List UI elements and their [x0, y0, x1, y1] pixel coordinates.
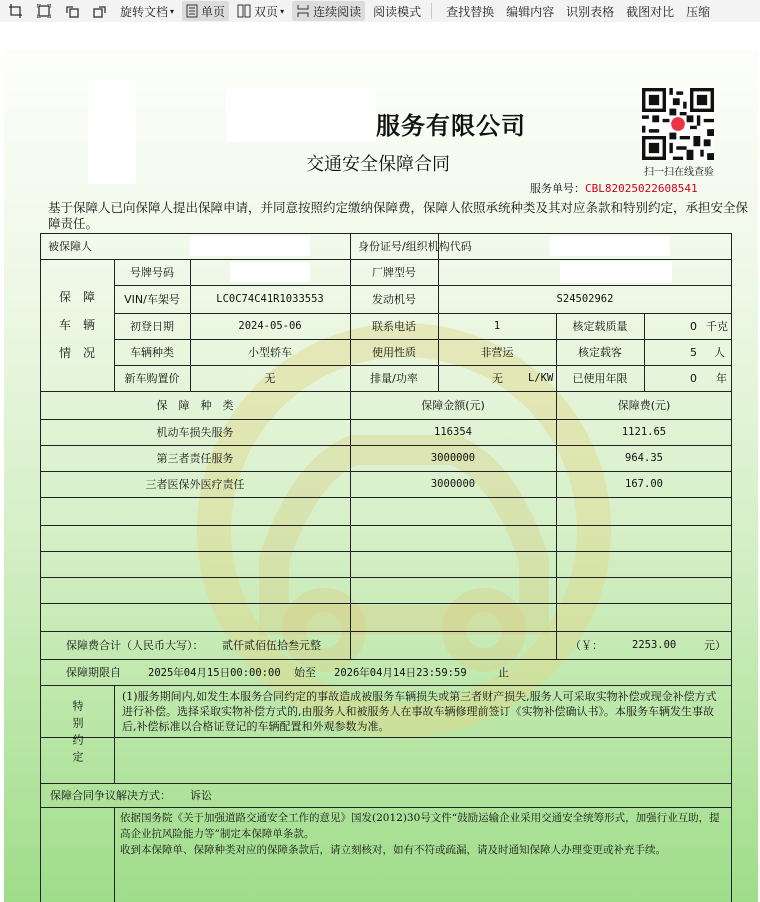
double-page-icon — [237, 4, 251, 18]
order-number — [530, 180, 698, 196]
edit-content-button[interactable] — [502, 1, 558, 21]
vin-label: VIN/车架号 — [124, 293, 180, 306]
rotate-left-icon[interactable] — [60, 0, 84, 22]
redacted-brand-model — [560, 261, 672, 283]
notice-line-2: 高企业抗风险能力等”制定本保障单条款。 — [120, 828, 315, 840]
vehicle-type-value: 小型轿车 — [248, 346, 292, 359]
company-name: 服务有限公司 — [376, 112, 526, 140]
coverage-fee-header: 保障费(元) — [617, 399, 671, 412]
redacted-logo — [88, 80, 136, 184]
total-prefix: （￥： — [570, 639, 603, 652]
coverage-row-1-name: 机动车损失服务 — [156, 426, 234, 439]
period-end: 2026年04月14日23:59:59 — [334, 666, 467, 679]
period-stop: 止 — [498, 666, 509, 679]
vehicle-type-label: 车辆种类 — [130, 346, 174, 359]
usage-label: 使用性质 — [372, 346, 416, 359]
period-label: 保障期限自 — [66, 666, 121, 679]
seats-unit: 人 — [714, 346, 725, 359]
coverage-row-2-name: 第三者责任服务 — [156, 452, 234, 465]
redacted-insured-name — [190, 236, 310, 256]
vehicle-section-char-1: 保 障 — [58, 290, 95, 304]
vin-value: LC0C74C41R1033553 — [216, 293, 324, 305]
single-page-icon — [186, 4, 198, 18]
find-replace-button[interactable] — [442, 1, 498, 21]
phone-value: 1 — [493, 320, 501, 332]
special-agreement-label: 特别约定 — [71, 700, 84, 768]
years-used-value: 0 — [690, 371, 697, 385]
insured-label: 被保障人 — [48, 240, 92, 253]
dispute-label: 保障合同争议解决方式： — [50, 789, 171, 802]
seats-label: 核定载客 — [578, 346, 622, 359]
redacted-plate-number — [230, 262, 310, 282]
phone-label: 联系电话 — [372, 320, 416, 333]
id-number-label: 身份证号/组织机构代码 — [358, 240, 472, 253]
toolbar-divider — [431, 3, 432, 19]
coverage-row-1-fee: 1121.65 — [621, 426, 667, 438]
brand-label: 厂牌型号 — [372, 266, 416, 279]
total-suffix: 元） — [704, 639, 726, 652]
vehicle-section-char-2: 车 辆 — [58, 318, 95, 332]
intro-paragraph: 基于保障人已向保障人提出保障申请，并同意按照约定缴纳保障费，保障人依照承统种类及其对应条款和特别约定，承担安全保障责任。 — [48, 200, 749, 231]
double-page-button[interactable] — [233, 1, 288, 21]
coverage-row-3-amount: 3000000 — [430, 478, 476, 490]
rotate-right-icon[interactable] — [88, 0, 112, 22]
usage-value: 非营运 — [480, 346, 514, 359]
screenshot-compare-button[interactable] — [622, 1, 678, 21]
coverage-type-header: 保 障 种 类 — [156, 399, 234, 412]
edit-content-label: 编辑内容 — [506, 4, 555, 19]
period-to: 始至 — [294, 666, 316, 679]
total-label: 保障费合计（人民币大写）： — [66, 639, 204, 652]
screenshot-compare-label: 截图对比 — [626, 4, 675, 19]
viewer-background — [0, 22, 760, 50]
single-page-button[interactable] — [182, 1, 229, 21]
coverage-row-2-amount: 3000000 — [430, 452, 476, 464]
redacted-company-prefix — [226, 88, 376, 142]
load-unit: 千克 — [706, 320, 728, 333]
new-price-label: 新车购置价 — [124, 372, 180, 385]
coverage-amount-header: 保障金额(元) — [421, 399, 485, 412]
years-used-label: 已使用年限 — [572, 372, 628, 385]
years-used-unit: 年 — [716, 372, 727, 385]
fit-page-icon[interactable] — [32, 0, 56, 22]
continuous-reading-icon — [296, 4, 310, 18]
engine-label: 发动机号 — [372, 293, 416, 306]
continuous-reading-label: 连续阅读 — [313, 4, 362, 19]
displacement-label: 排量/功率 — [370, 372, 418, 385]
notice-line-1: 依据国务院《关于加强道路交通安全工作的意见》国发(2012)30号文件“鼓励运输企业采用交通安全统筹形式，加强行业互助，提 — [120, 812, 720, 824]
double-page-label: 双页 — [254, 4, 279, 19]
seats-value: 5 — [690, 345, 697, 359]
document-page[interactable] — [4, 50, 758, 902]
coverage-row-3-fee: 167.00 — [625, 478, 663, 490]
coverage-row-1-amount: 116354 — [434, 426, 472, 438]
chevron-down-icon: ▾ — [280, 6, 285, 16]
total-amount-words: 贰仟贰佰伍拾叁元整 — [222, 639, 321, 652]
qr-caption: 扫一扫在线查验 — [644, 167, 714, 178]
reading-mode-button[interactable] — [369, 1, 425, 21]
qr-code-icon[interactable] — [642, 88, 714, 160]
notice-line-3: 收到本保障单、保障种类对应的保障条款后，请立刻核对，如有不符或疏漏，请及时通知保障人办理变更或补充手续。 — [120, 844, 666, 856]
find-replace-label: 查找替换 — [446, 4, 495, 19]
plate-label: 号牌号码 — [130, 266, 174, 279]
reader-toolbar — [0, 0, 760, 22]
chevron-down-icon: ▾ — [170, 6, 175, 16]
load-value: 0 — [690, 319, 697, 333]
special-agreement-label-cell — [40, 685, 114, 783]
coverage-row-2-fee: 964.35 — [625, 452, 663, 464]
rotate-document-menu[interactable] — [116, 1, 178, 21]
vehicle-section-char-3: 情 况 — [58, 346, 95, 360]
new-price-value: 无 — [264, 372, 276, 385]
order-label: 服务单号： — [530, 182, 585, 195]
total-amount: 2253.00 — [632, 639, 677, 651]
compress-label: 压缩 — [686, 4, 711, 19]
crop-icon[interactable] — [4, 0, 28, 22]
order-number-value: CBL82025022608541 — [585, 182, 698, 195]
single-page-label: 单页 — [201, 4, 226, 19]
rotate-document-label: 旋转文档 — [120, 4, 169, 19]
reg-date-label: 初登日期 — [130, 320, 174, 333]
contract-title: 交通安全保障合同 — [306, 154, 450, 175]
special-agreement-text: (1)服务期间内,如发生本服务合同约定的事故造成被服务车辆损失或第三者财产损失,服务人可采取实物补偿或现金补偿方式进行补偿。选择采取实物补偿方式的,由服务人和被服务人在事故车辆修理前签订《实物补偿确认书》。本服务车辆发生事故后,补偿标准以合格证登记的车辆配置和外观参数为准。 — [122, 690, 717, 733]
recognize-table-label: 识别表格 — [566, 4, 615, 19]
displacement-value: 无 — [492, 372, 503, 385]
period-start: 2025年04月15日00:00:00 — [148, 666, 281, 679]
displacement-unit: L/KW — [528, 372, 554, 384]
load-label: 核定载质量 — [572, 320, 628, 333]
coverage-row-3-name: 三者医保外医疗责任 — [145, 478, 245, 491]
engine-value: S24502962 — [556, 293, 614, 305]
vehicle-section-label — [40, 259, 114, 391]
reading-mode-label: 阅读模式 — [373, 4, 422, 19]
reg-date-value: 2024-05-06 — [238, 320, 302, 332]
contract-table — [40, 233, 732, 902]
redacted-id-number — [550, 236, 670, 256]
continuous-reading-button[interactable] — [292, 1, 365, 21]
compress-button[interactable] — [682, 1, 714, 21]
dispute-value: 诉讼 — [190, 789, 212, 802]
recognize-table-button[interactable] — [562, 1, 618, 21]
